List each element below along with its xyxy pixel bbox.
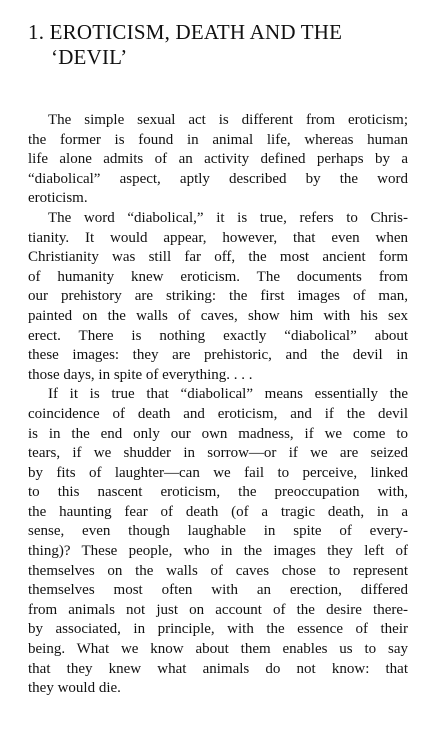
text-line: The simple sexual act is different from eroticism;	[48, 112, 408, 128]
text-line: by associated, in principle, with the essence of their	[28, 621, 408, 638]
text-line: being. What we know about them enables us to say	[28, 641, 408, 658]
text-line: tianity. It would appear, however, that even when	[28, 229, 408, 246]
text-line: life alone admits of an activity defined perhaps by a	[28, 151, 408, 168]
text-line: coincidence of death and eroticism, and if the devil	[28, 405, 408, 422]
text-line: eroticism.	[28, 190, 88, 207]
text-line: tears, if we shudder in sorrow—or if we are seized	[28, 445, 408, 462]
chapter-title-line-1: 1. EROTICISM, DEATH AND THE	[28, 20, 343, 44]
text-line: The word “diabolical,” it is true, refers to Chris-	[48, 209, 408, 226]
text-line: is in the end only our own madness, if we come to	[28, 425, 408, 442]
text-line: they would die.	[28, 680, 121, 697]
text-line: to this nascent eroticism, the preoccupation with,	[28, 484, 408, 501]
paragraph-2	[28, 209, 408, 385]
text-line: our prehistory are striking: the first images of man,	[28, 288, 408, 305]
text-line: from animals not just on account of the desire there-	[28, 601, 408, 618]
text-line: by fits of laughter—can we fail to perceive, linked	[28, 464, 408, 481]
text-line: If it is true that “diabolical” means essentially the	[48, 386, 408, 403]
text-line: painted on the walls of caves, show him with his sex	[28, 307, 408, 324]
text-line: themselves most often with an erection, differed	[28, 582, 408, 599]
text-line: “diabolical” aspect, aptly described by the word	[28, 170, 408, 187]
text-line: thing)? These people, who in the images they left of	[28, 543, 408, 560]
text-line: these images: they are prehistoric, and the devil in	[28, 347, 408, 364]
text-line: the haunting fear of death (of a tragic death, in a	[28, 503, 408, 520]
chapter-title	[28, 20, 408, 70]
paragraph-1	[28, 111, 408, 209]
chapter-title-line-2: ‘DEVIL’	[51, 45, 128, 69]
body-text	[28, 111, 408, 699]
text-line: Christianity was still far off, the most ancient form	[28, 249, 408, 266]
text-line: erect. There is nothing exactly “diabolical” about	[28, 327, 408, 344]
text-line: sense, even though laughable in spite of every-	[28, 523, 408, 540]
text-line: the former is found in animal life, whereas human	[28, 131, 408, 148]
text-line: themselves on the walls of caves chose to represent	[28, 562, 408, 579]
text-line: those days, in spite of everything. . . .	[28, 366, 253, 383]
text-line: of humanity knew eroticism. The documents from	[28, 268, 408, 285]
text-line: that they knew what animals do not know: that	[28, 660, 408, 677]
paragraph-3	[28, 385, 408, 699]
